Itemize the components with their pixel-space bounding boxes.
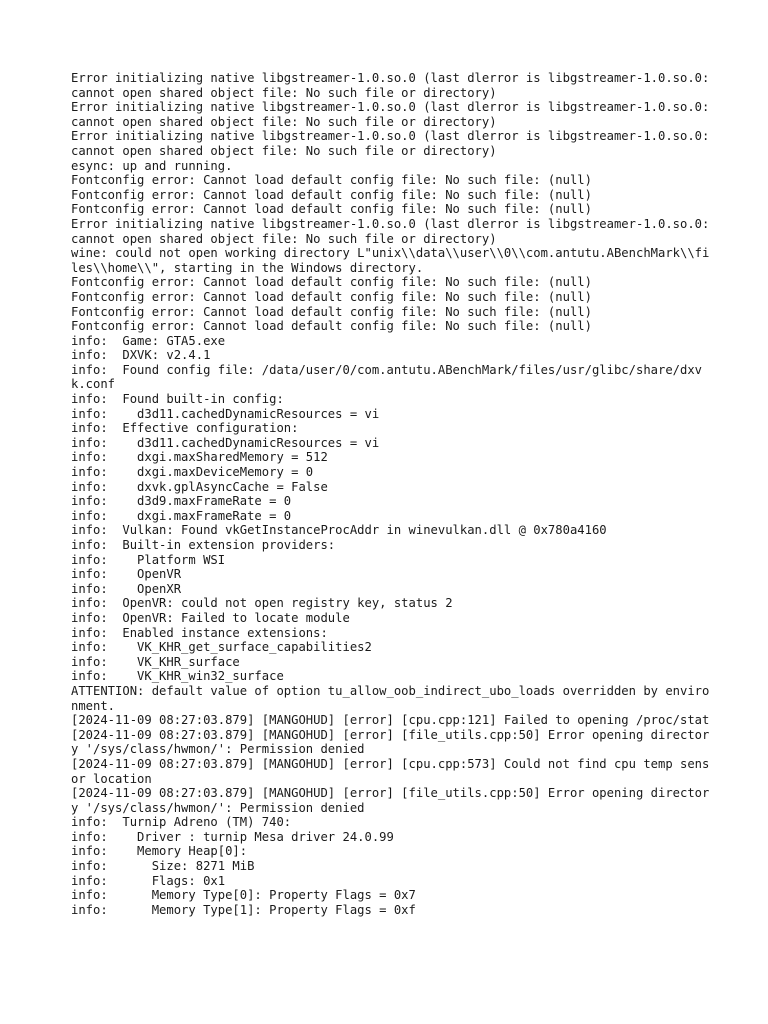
log-line: info: DXVK: v2.4.1 [71, 348, 211, 363]
log-line: info: VK_KHR_surface [71, 654, 240, 669]
log-line: info: Game: GTA5.exe [71, 333, 226, 348]
log-line: info: dxvk.gplAsyncCache = False [71, 479, 328, 494]
log-line: info: d3d9.maxFrameRate = 0 [71, 494, 292, 509]
log-line: Fontconfig error: Cannot load default config file: No such file: (null) [71, 275, 592, 290]
log-line: info: dxgi.maxFrameRate = 0 [71, 508, 292, 523]
log-line: info: VK_KHR_win32_surface [71, 669, 284, 684]
log-line: info: Enabled instance extensions: [71, 625, 328, 640]
log-line: info: Memory Heap[0]: [71, 844, 248, 859]
log-line: info: d3d11.cachedDynamicResources = vi [71, 406, 380, 421]
log-line: info: dxgi.maxDeviceMemory = 0 [71, 465, 314, 480]
log-line: [2024-11-09 08:27:03.879] [MANGOHUD] [error] [file_utils.cpp:50] Error opening directory '/sys/class/hwmon/': Permission denied [71, 786, 710, 815]
log-line: Fontconfig error: Cannot load default config file: No such file: (null) [71, 202, 592, 217]
log-line: info: OpenVR: Failed to locate module [71, 610, 350, 625]
log-line: info: Memory Type[0]: Property Flags = 0x7 [71, 888, 416, 903]
log-line: info: VK_KHR_get_surface_capabilities2 [71, 640, 372, 655]
log-line: wine: could not open working directory L"unix\\data\\user\\0\\com.antutu.ABenchMark\\files\\home\\", starting in the Windows directory. [71, 246, 710, 275]
log-line: Fontconfig error: Cannot load default config file: No such file: (null) [71, 187, 592, 202]
log-line: ATTENTION: default value of option tu_allow_oob_indirect_ubo_loads overridden by environment. [71, 683, 710, 713]
log-line: info: Turnip Adreno (TM) 740: [71, 815, 292, 830]
log-line: Fontconfig error: Cannot load default config file: No such file: (null) [71, 319, 592, 334]
log-line: [2024-11-09 08:27:03.879] [MANGOHUD] [error] [cpu.cpp:573] Could not find cpu temp sensor location [71, 756, 710, 786]
log-line: info: OpenVR: could not open registry key, status 2 [71, 596, 453, 611]
log-line: Error initializing native libgstreamer-1.0.so.0 (last dlerror is libgstreamer-1.0.so.0: cannot open shared object file: No such file or directory) [71, 129, 717, 158]
log-line: info: Platform WSI [71, 552, 226, 567]
log-line: [2024-11-09 08:27:03.879] [MANGOHUD] [error] [cpu.cpp:121] Failed to opening /proc/stat [71, 713, 710, 728]
log-line: info: Effective configuration: [71, 421, 299, 436]
log-line: esync: up and running. [71, 158, 233, 173]
log-line: info: OpenXR [71, 581, 182, 596]
log-line: Fontconfig error: Cannot load default config file: No such file: (null) [71, 289, 592, 304]
log-line: info: Size: 8271 MiB [71, 859, 255, 874]
log-line: info: Memory Type[1]: Property Flags = 0xf [71, 902, 416, 917]
log-line: info: Flags: 0x1 [71, 873, 226, 888]
log-line: info: Found built-in config: [71, 392, 284, 407]
log-line: Error initializing native libgstreamer-1.0.so.0 (last dlerror is libgstreamer-1.0.so.0: cannot open shared object file: No such file or directory) [71, 216, 717, 246]
log-line: info: Found config file: /data/user/0/com.antutu.ABenchMark/files/usr/glibc/share/dxvk.conf [71, 362, 703, 392]
log-line: info: OpenVR [71, 567, 182, 582]
log-line: info: Vulkan: Found vkGetInstanceProcAddr in winevulkan.dll @ 0x780a4160 [71, 523, 607, 538]
console-log-output [71, 71, 717, 917]
log-line: Fontconfig error: Cannot load default config file: No such file: (null) [71, 304, 592, 319]
log-line: info: dxgi.maxSharedMemory = 512 [71, 450, 328, 465]
log-line: [2024-11-09 08:27:03.879] [MANGOHUD] [error] [file_utils.cpp:50] Error opening directory '/sys/class/hwmon/': Permission denied [71, 727, 710, 757]
log-line: info: Driver : turnip Mesa driver 24.0.99 [71, 829, 394, 844]
log-line: info: d3d11.cachedDynamicResources = vi [71, 435, 380, 450]
log-line: Fontconfig error: Cannot load default config file: No such file: (null) [71, 173, 592, 188]
log-line: Error initializing native libgstreamer-1.0.so.0 (last dlerror is libgstreamer-1.0.so.0: cannot open shared object file: No such file or directory) [71, 100, 717, 129]
log-line: Error initializing native libgstreamer-1.0.so.0 (last dlerror is libgstreamer-1.0.so.0: cannot open shared object file: No such file or directory) [71, 71, 717, 100]
log-line: info: Built-in extension providers: [71, 538, 336, 552]
